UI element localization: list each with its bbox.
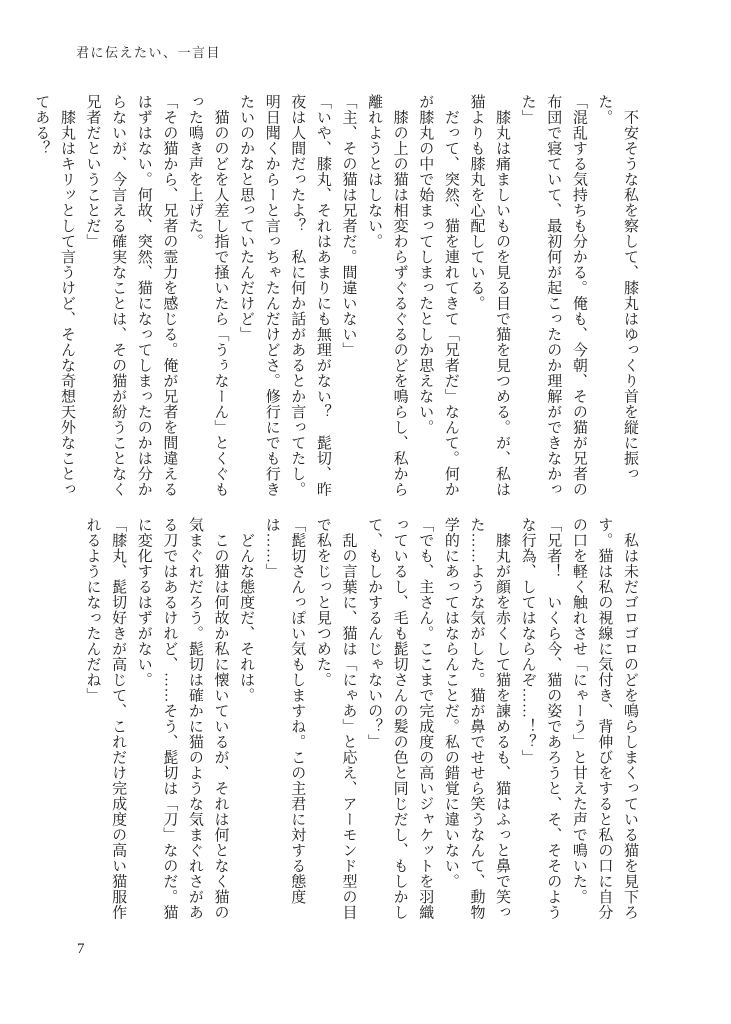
paragraph: 乱の言葉に、猫は「にゃあ」と応え、アーモンド型の目で私をじっと見つめた。: [314, 517, 357, 920]
paragraph: この猫は何故か私に懐いているが、それは何となく猫の気まぐれだろう。髭切は確かに猫のような気まぐれさがある刀ではあるけれど、……そう、髭切は「刀」なのだ。猫に変化するはずがない。: [135, 517, 229, 920]
paragraph: 「膝丸、髭切好きが高じて、これだけ完成度の高い猫服作れるようになったんだね」: [84, 517, 127, 920]
running-header-title: 君に伝えたい、一言目: [76, 45, 222, 60]
paragraph: 「いや、膝丸、それはあまりにも無理がない？ 髭切、昨夜は人間だったよ？ 私に何か話があるとか言ってたし。明日聞くからーと言っちゃたんだけどさ。修行にでも行きたいのかなと思っていたんだけど」: [238, 94, 331, 497]
paragraph: 「その猫から、兄者の霊力を感じる。俺が兄者を間違えるはずはない。何故、突然、猫になってしまったのかは分からないが、今言える確実なことは、その猫が紛うことなく兄者だということだ」: [84, 94, 178, 497]
paragraph: 膝の上の猫は相変わらずぐるぐるのどを鳴らし、私から離れようとはしない。: [366, 94, 408, 497]
paragraph: 猫ののどを人差し指で掻いたら「うぅなーん」とくぐもった鳴き声を上げた。: [186, 94, 229, 497]
text-block-top: [28, 94, 642, 506]
paragraph: 不安そうな私を察して、膝丸はゆっくり首を縦に振った。: [596, 94, 638, 482]
paragraph: 膝丸が顔を赤くして猫を諌めるも、猫はふっと鼻で笑った……ような気がした。猫が鼻でせせら笑うなんて、動物学的にあってはならんことだ。私の錯覚に違いない。: [442, 517, 511, 920]
paragraph: だって、突然、猫を連れてきて「兄者だ」なんて。何かが膝丸の中で始まってしまったとしか思えない。: [417, 94, 459, 497]
paragraph: 「兄者！ いくら今、猫の姿であろうと、そ、そそのような行為、してはならんぞ……！？」: [519, 517, 562, 920]
text-block-bottom: [79, 517, 642, 935]
paragraph: どんな態度だ、それは。: [238, 517, 255, 703]
paragraph: 「主、その猫は兄者だ。間違いない」: [340, 94, 357, 358]
paragraph: 膝丸は痛ましいものを見る目で猫を見つめる。が、私は猫よりも膝丸を心配している。: [468, 94, 511, 497]
paragraph: 「でも、主さん。ここまで完成度の高いジャケットを羽織っているし、毛も髭切さんの髪の色と同じだし、もしかして、もしかするんじゃないの？」: [366, 517, 434, 920]
paragraph: 膝丸はキリッとして言うけど、そんな奇想天外なことってある？: [33, 94, 75, 497]
paragraph: 「髭切さんっぽい気もしますね。この主君に対する態度は……」: [263, 517, 306, 905]
paragraph: 私は未だゴロゴロのどを鳴らしまくっている猫を見下ろす。猫は私の視線に気付き、背伸びをすると私の口に自分の口を軽く触れさせ「にゃーう」と甘えた声で鳴いた。: [570, 517, 638, 920]
page-number: 7: [77, 941, 85, 957]
paragraph: 「混乱する気持ちも分かる。俺も、今朝、その猫が兄者の布団で寝ていて、最初何が起こったのか理解ができなかった」: [519, 94, 587, 497]
